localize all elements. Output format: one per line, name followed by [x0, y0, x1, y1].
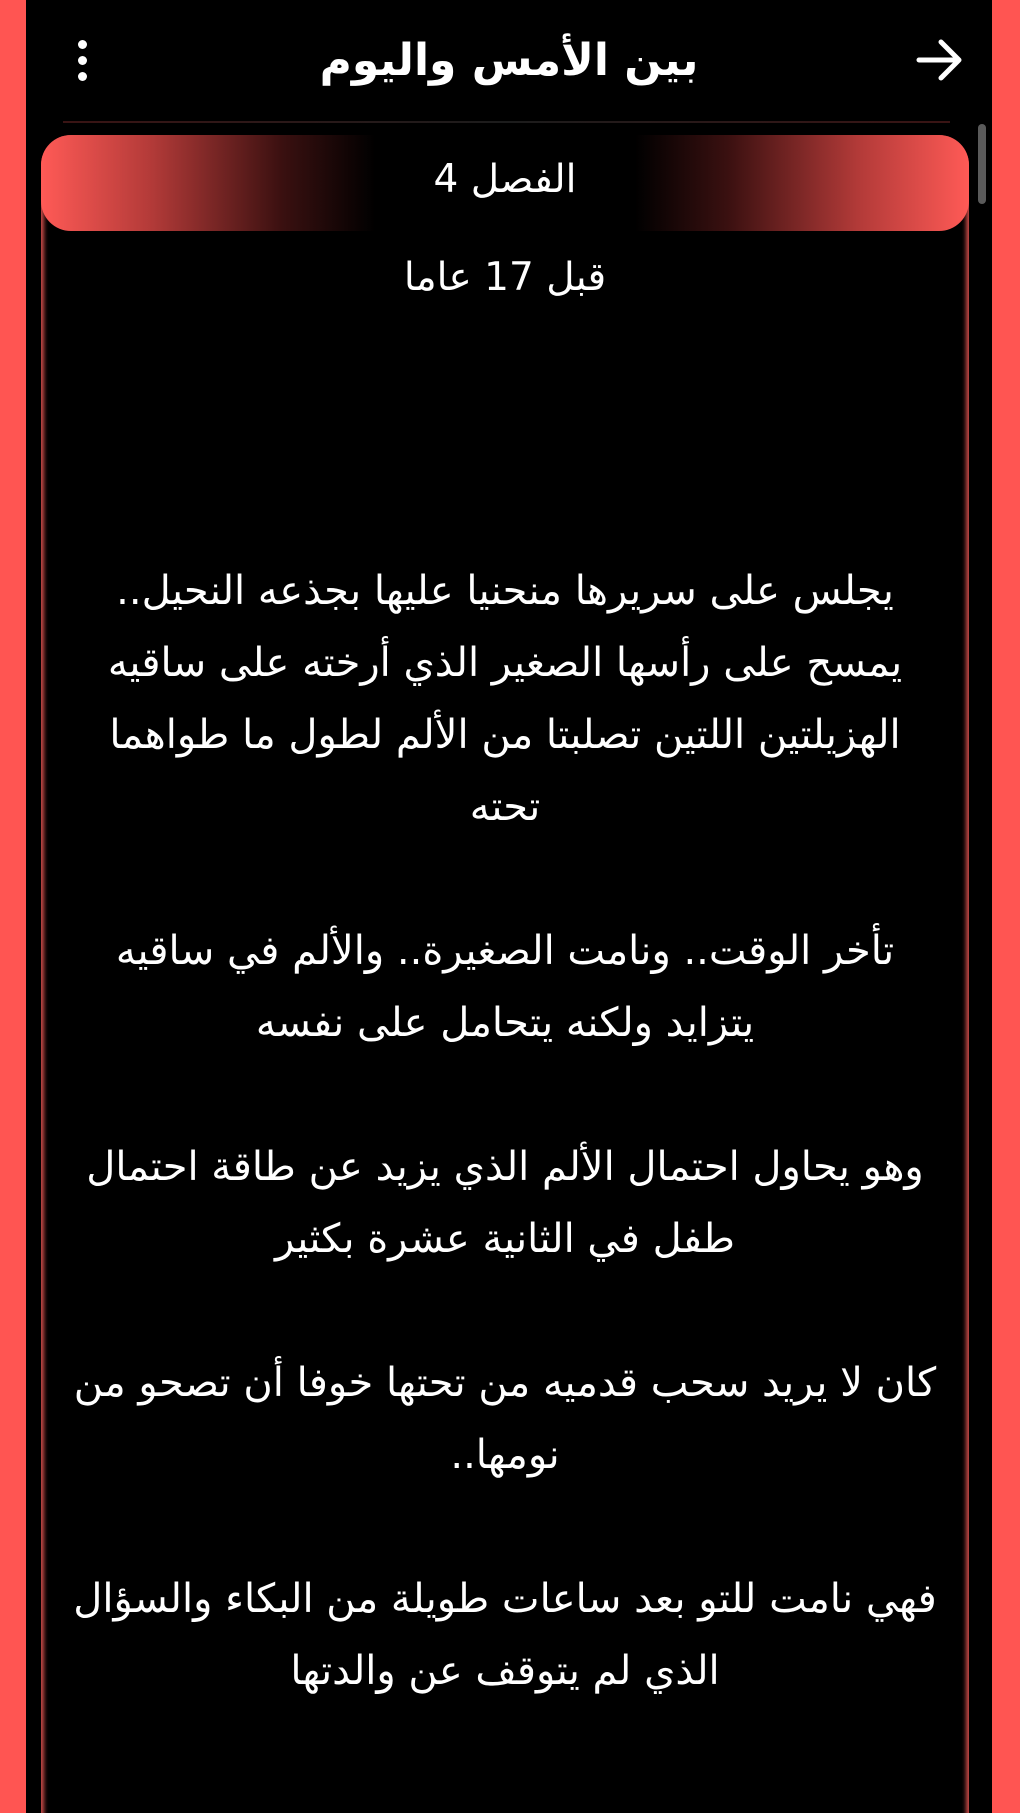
reader-screen [26, 0, 992, 1813]
chapter-paragraph: يجلس على سريرها منحنيا عليها بجذعه النحيل.. يمسح على رأسها الصغير الذي أرخته على ساقيه الهزيلتين اللتين تصلبتا من الألم لطول ما طواهما تحته [107, 568, 903, 830]
chapter-subtitle: قبل 17 عاما [403, 255, 607, 300]
app-bar [26, 0, 992, 120]
arrow-right-icon [915, 35, 965, 85]
more-options-button[interactable] [60, 30, 104, 90]
back-button[interactable] [910, 30, 970, 90]
page-title: بين الأمس واليوم [319, 35, 699, 86]
chapter-body [71, 555, 939, 1779]
chapter-paragraph: وهو يحاول احتمال الألم الذي يزيد عن طاقة احتمال طفل في الثانية عشرة بكثير [86, 1144, 924, 1262]
app-bar-divider [63, 121, 950, 123]
chapter-paragraph: تأخر الوقت.. ونامت الصغيرة.. والألم في ساقيه يتزايد ولكنه يتحامل على نفسه [115, 928, 895, 1046]
chapter-paragraph: كان لا يريد سحب قدميه من تحتها خوفا أن تصحو من نومها.. [73, 1360, 937, 1478]
more-vertical-icon [78, 40, 87, 81]
chapter-title: الفصل 4 [433, 157, 577, 202]
chapter-header [41, 135, 969, 231]
scrollbar-thumb[interactable] [978, 124, 986, 204]
chapter-paragraph: فهي نامت للتو بعد ساعات طويلة من البكاء والسؤال الذي لم يتوقف عن والدتها [73, 1576, 937, 1694]
chapter-panel[interactable] [41, 135, 969, 1813]
